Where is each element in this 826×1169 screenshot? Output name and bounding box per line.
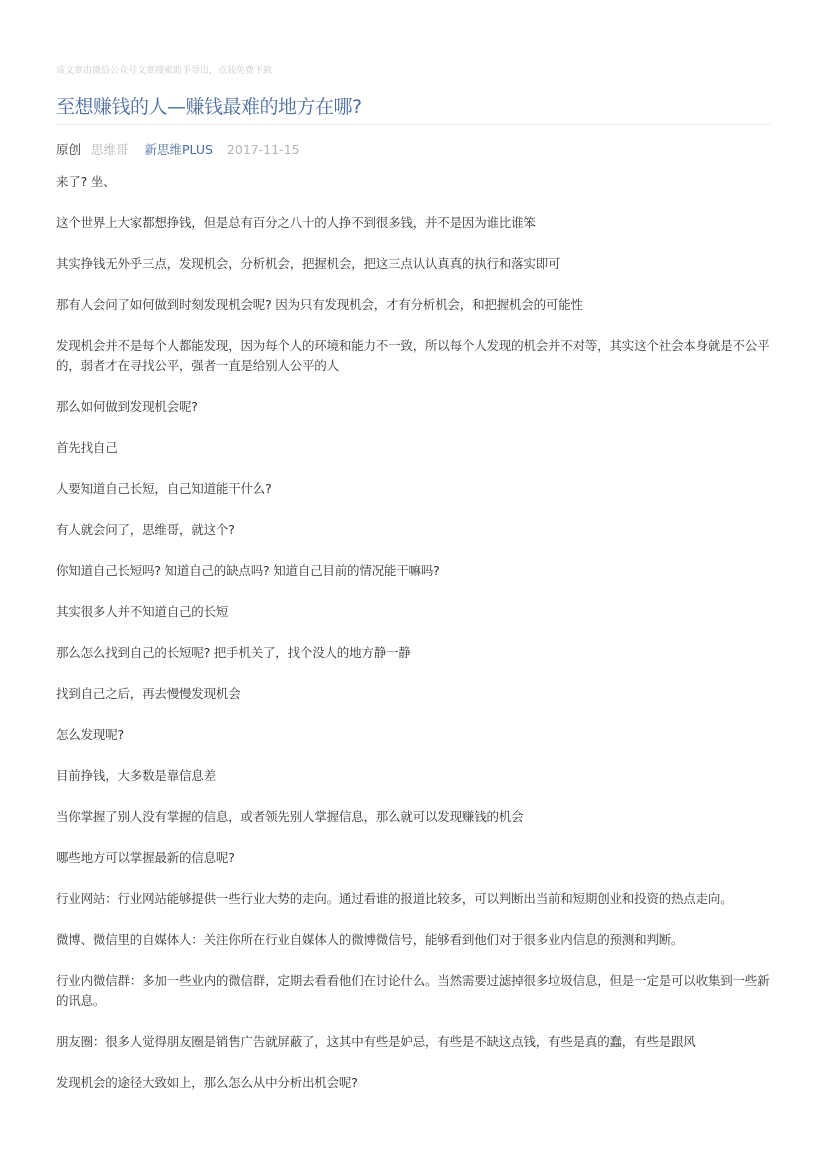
paragraph: 目前挣钱，大多数是靠信息差 xyxy=(56,768,216,783)
paragraph: 行业内微信群：多加一些业内的微信群，定期去看看他们在讨论什么。当然需要过滤掉很多垃圾信息，但是一定是可以收集到一些新的讯息。 xyxy=(56,973,770,1008)
author-name: 思维哥 xyxy=(91,142,129,157)
paragraph: 人要知道自己长短，自己知道能干什么? xyxy=(56,481,272,496)
article-title: 至想赚钱的人—赚钱最难的地方在哪? xyxy=(56,96,362,118)
paragraph: 你知道自己长短吗? 知道自己的缺点吗? 知道自己目前的情况能干嘛吗? xyxy=(56,563,440,578)
paragraph: 发现机会并不是每个人都能发现，因为每个人的环境和能力不一致，所以每个人发现的机会并不对等，其实这个社会本身就是不公平的，弱者才在寻找公平，强者一直是给别人公平的人 xyxy=(56,338,770,373)
paragraph: 来了? 坐、 xyxy=(56,174,116,189)
paragraph: 朋友圈：很多人觉得朋友圈是销售广告就屏蔽了，这其中有些是妒忌，有些是不缺这点钱，有些是真的蠢，有些是跟风 xyxy=(56,1034,696,1049)
account-link[interactable]: 新思维PLUS xyxy=(144,142,213,157)
paragraph: 发现机会的途径大致如上，那么怎么从中分析出机会呢? xyxy=(56,1075,358,1090)
paragraph: 那有人会问了如何做到时刻发现机会呢? 因为只有发现机会，才有分析机会，和把握机会的可能性 xyxy=(56,297,583,312)
paragraph: 其实很多人并不知道自己的长短 xyxy=(56,604,229,619)
original-label: 原创 xyxy=(56,142,82,157)
paragraph: 这个世界上大家都想挣钱，但是总有百分之八十的人挣不到很多钱，并不是因为谁比谁笨 xyxy=(56,215,536,230)
paragraph: 当你掌握了别人没有掌握的信息，或者领先别人掌握信息，那么就可以发现赚钱的机会 xyxy=(56,809,524,824)
paragraph: 行业网站：行业网站能够提供一些行业大势的走向。通过看谁的报道比较多，可以判断出当前和短期创业和投资的热点走向。 xyxy=(56,891,733,906)
publish-date: 2017-11-15 xyxy=(226,142,300,157)
article-meta xyxy=(56,140,308,158)
paragraph: 那么如何做到发现机会呢? xyxy=(56,399,198,414)
paragraph: 首先找自己 xyxy=(56,440,118,455)
paragraph: 哪些地方可以掌握最新的信息呢? xyxy=(56,850,235,865)
article-body xyxy=(56,172,770,1114)
paragraph: 找到自己之后，再去慢慢发现机会 xyxy=(56,686,241,701)
paragraph: 怎么发现呢? xyxy=(56,727,124,742)
title-divider xyxy=(56,124,770,125)
paragraph: 微博、微信里的自媒体人：关注你所在行业自媒体人的微博微信号，能够看到他们对于很多业内信息的预测和判断。 xyxy=(56,932,684,947)
paragraph: 有人就会问了，思维哥，就这个? xyxy=(56,522,235,537)
export-notice-link[interactable]: 该文章由微信公众号文章搜索助手导出，点我免费下载 xyxy=(56,66,273,76)
paragraph: 那么怎么找到自己的长短呢? 把手机关了，找个没人的地方静一静 xyxy=(56,645,411,660)
paragraph: 其实挣钱无外乎三点，发现机会，分析机会，把握机会，把这三点认认真真的执行和落实即可 xyxy=(56,256,561,271)
